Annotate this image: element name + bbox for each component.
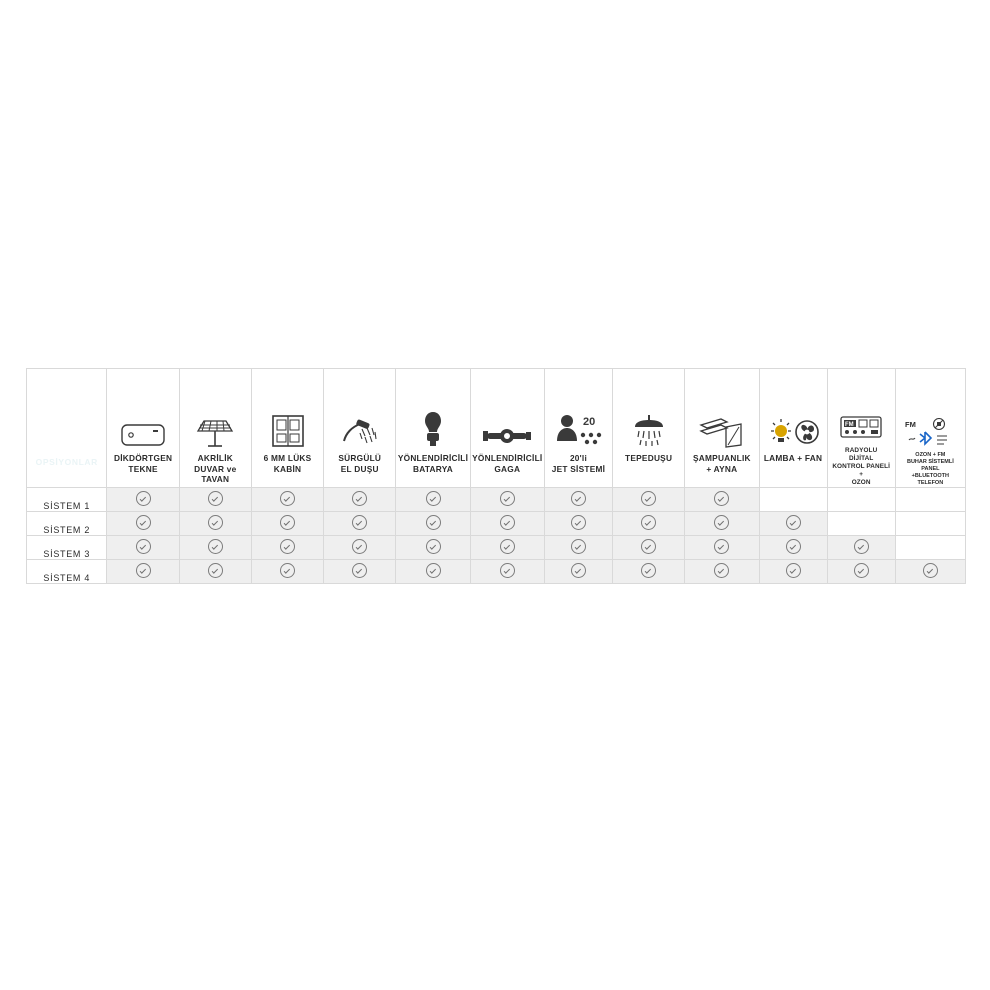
check-circle-icon xyxy=(280,539,295,554)
cell-tekne-row3 xyxy=(107,536,179,560)
cell-el-dusu-row1 xyxy=(324,488,396,512)
check-circle-icon xyxy=(500,539,515,554)
svg-text:20: 20 xyxy=(583,416,596,428)
shelf-mirror-icon xyxy=(685,383,758,453)
column-label-el-dusu: SÜRGÜLÜ EL DUŞU xyxy=(338,453,382,474)
column-header-gaga xyxy=(470,369,544,488)
cell-jet-row2 xyxy=(544,512,612,536)
cell-radyo-panel-row3 xyxy=(827,536,895,560)
glass-cabin-icon xyxy=(252,383,323,453)
cell-tekne-row1 xyxy=(107,488,179,512)
check-circle-icon xyxy=(571,563,586,578)
check-circle-icon xyxy=(426,515,441,530)
row-label-2: SİSTEM 2 xyxy=(27,512,107,536)
check-circle-icon xyxy=(571,515,586,530)
options-comparison-table xyxy=(26,368,966,584)
cell-batarya-row4 xyxy=(396,560,470,584)
cell-tepedusu-row3 xyxy=(613,536,685,560)
column-label-lamba-fan: LAMBA + FAN xyxy=(763,453,823,463)
plus-icon xyxy=(27,383,106,457)
cell-gaga-row1 xyxy=(470,488,544,512)
cell-sampuanlik-row2 xyxy=(685,512,759,536)
svg-text:FM: FM xyxy=(845,422,854,428)
cell-radyo-panel-row2 xyxy=(827,512,895,536)
cell-buhar-panel-row3 xyxy=(895,536,965,560)
column-header-el-dusu xyxy=(324,369,396,488)
cell-sampuanlik-row3 xyxy=(685,536,759,560)
faucet-mixer-icon xyxy=(396,383,469,453)
check-circle-icon xyxy=(352,515,367,530)
column-label-buhar-panel: OZON + FM BUHAR SİSTEMLİ PANEL +BLUETOOTH TELEFON xyxy=(906,452,954,486)
table-row xyxy=(27,536,966,560)
column-label-batarya: YÖNLENDİRİCİLİ BATARYA xyxy=(397,453,469,474)
column-label-tepedusu: TEPEDUŞU xyxy=(625,453,673,463)
column-header-radyo-panel xyxy=(827,369,895,488)
steam-bluetooth-panel-icon xyxy=(896,382,965,452)
cell-el-dusu-row4 xyxy=(324,560,396,584)
table-body xyxy=(27,488,966,584)
check-circle-icon xyxy=(426,563,441,578)
cell-buhar-panel-row2 xyxy=(895,512,965,536)
check-circle-icon xyxy=(208,491,223,506)
check-circle-icon xyxy=(280,491,295,506)
check-circle-icon xyxy=(280,563,295,578)
cell-akrilik-row4 xyxy=(179,560,251,584)
cell-jet-row3 xyxy=(544,536,612,560)
cell-gaga-row4 xyxy=(470,560,544,584)
check-circle-icon xyxy=(641,539,656,554)
cell-akrilik-row3 xyxy=(179,536,251,560)
cell-tepedusu-row4 xyxy=(613,560,685,584)
cell-jet-row1 xyxy=(544,488,612,512)
check-circle-icon xyxy=(500,563,515,578)
cell-kabin-row2 xyxy=(251,512,323,536)
cell-gaga-row3 xyxy=(470,536,544,560)
check-circle-icon xyxy=(714,491,729,506)
check-circle-icon xyxy=(714,563,729,578)
cell-el-dusu-row3 xyxy=(324,536,396,560)
column-label-jet: 20'li JET SİSTEMİ xyxy=(551,453,606,474)
column-label-gaga: YÖNLENDİRİCİLİ GAGA xyxy=(472,453,543,474)
check-circle-icon xyxy=(641,563,656,578)
check-circle-icon xyxy=(426,491,441,506)
cell-el-dusu-row2 xyxy=(324,512,396,536)
row-label-3: SİSTEM 3 xyxy=(27,536,107,560)
check-circle-icon xyxy=(500,491,515,506)
column-header-buhar-panel xyxy=(895,369,965,488)
cell-jet-row4 xyxy=(544,560,612,584)
cell-akrilik-row1 xyxy=(179,488,251,512)
cell-tekne-row4 xyxy=(107,560,179,584)
cell-lamba-fan-row3 xyxy=(759,536,827,560)
check-circle-icon xyxy=(923,563,938,578)
column-header-kabin xyxy=(251,369,323,488)
table-row xyxy=(27,560,966,584)
cell-radyo-panel-row4 xyxy=(827,560,895,584)
cell-tepedusu-row1 xyxy=(613,488,685,512)
check-circle-icon xyxy=(352,563,367,578)
table-row xyxy=(27,512,966,536)
check-circle-icon xyxy=(208,515,223,530)
cell-tepedusu-row2 xyxy=(613,512,685,536)
cell-akrilik-row2 xyxy=(179,512,251,536)
cell-batarya-row1 xyxy=(396,488,470,512)
rain-shower-icon xyxy=(613,383,684,453)
cell-kabin-row4 xyxy=(251,560,323,584)
column-label-tekne: DİKDÖRTGEN TEKNE xyxy=(113,453,173,474)
cell-buhar-panel-row1 xyxy=(895,488,965,512)
check-circle-icon xyxy=(280,515,295,530)
cell-sampuanlik-row4 xyxy=(685,560,759,584)
cell-tekne-row2 xyxy=(107,512,179,536)
spout-icon xyxy=(471,383,544,453)
svg-text:FM: FM xyxy=(905,420,917,429)
lamp-fan-icon xyxy=(760,383,827,453)
check-circle-icon xyxy=(352,491,367,506)
bathtub-icon xyxy=(107,383,178,453)
check-circle-icon xyxy=(854,539,869,554)
column-header-batarya xyxy=(396,369,470,488)
check-circle-icon xyxy=(641,515,656,530)
check-circle-icon xyxy=(426,539,441,554)
cell-sampuanlik-row1 xyxy=(685,488,759,512)
check-circle-icon xyxy=(786,515,801,530)
column-label-akrilik: AKRİLİK DUVAR ve TAVAN xyxy=(194,453,237,484)
cell-batarya-row3 xyxy=(396,536,470,560)
row-label-1: SİSTEM 1 xyxy=(27,488,107,512)
check-circle-icon xyxy=(571,491,586,506)
cell-buhar-panel-row4 xyxy=(895,560,965,584)
cell-gaga-row2 xyxy=(470,512,544,536)
check-circle-icon xyxy=(136,515,151,530)
column-header-lamba-fan xyxy=(759,369,827,488)
check-circle-icon xyxy=(641,491,656,506)
table-header-row xyxy=(27,369,966,488)
cell-lamba-fan-row1 xyxy=(759,488,827,512)
check-circle-icon xyxy=(786,563,801,578)
table-row xyxy=(27,488,966,512)
check-circle-icon xyxy=(352,539,367,554)
column-header-tepedusu xyxy=(613,369,685,488)
check-circle-icon xyxy=(136,563,151,578)
ceiling-panel-icon xyxy=(180,383,251,453)
column-header-sampuanlik xyxy=(685,369,759,488)
check-circle-icon xyxy=(854,563,869,578)
check-circle-icon xyxy=(786,539,801,554)
row-label-4: SİSTEM 4 xyxy=(27,560,107,584)
check-circle-icon xyxy=(208,563,223,578)
check-circle-icon xyxy=(136,491,151,506)
cell-kabin-row1 xyxy=(251,488,323,512)
hand-shower-icon xyxy=(324,383,395,453)
check-circle-icon xyxy=(714,515,729,530)
cell-batarya-row2 xyxy=(396,512,470,536)
options-header-label: OPSİYONLAR xyxy=(35,457,98,467)
check-circle-icon xyxy=(571,539,586,554)
check-circle-icon xyxy=(136,539,151,554)
cell-lamba-fan-row2 xyxy=(759,512,827,536)
options-header-cell xyxy=(27,369,107,488)
column-label-kabin: 6 MM LÜKS KABİN xyxy=(263,453,312,474)
check-circle-icon xyxy=(500,515,515,530)
column-header-jet xyxy=(544,369,612,488)
cell-radyo-panel-row1 xyxy=(827,488,895,512)
check-circle-icon xyxy=(714,539,729,554)
check-circle-icon xyxy=(208,539,223,554)
column-header-tekne xyxy=(107,369,179,488)
cell-lamba-fan-row4 xyxy=(759,560,827,584)
column-label-sampuanlik: ŞAMPUANLIK + AYNA xyxy=(692,453,751,474)
radio-panel-icon xyxy=(828,377,895,447)
cell-kabin-row3 xyxy=(251,536,323,560)
body-jets-icon xyxy=(545,383,612,453)
column-label-radyo-panel: RADYOLU DİJİTAL KONTROL PANELİ + OZON xyxy=(832,447,890,486)
column-header-akrilik xyxy=(179,369,251,488)
